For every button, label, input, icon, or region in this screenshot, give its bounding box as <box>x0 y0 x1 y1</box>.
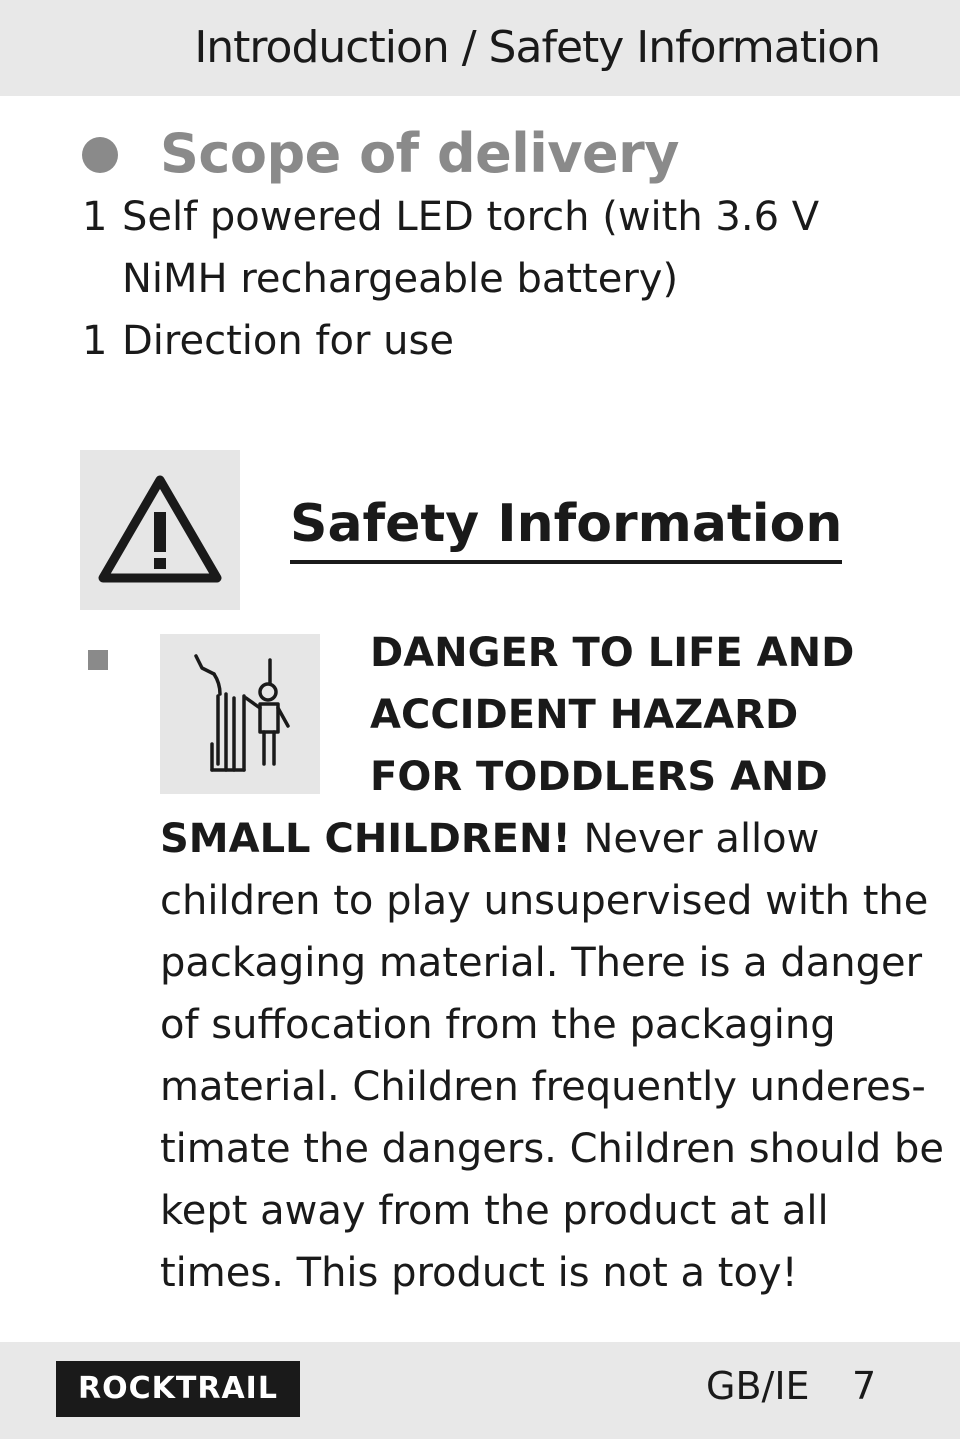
danger-title-line: DANGER TO LIFE AND <box>370 630 855 676</box>
warning-text-line: children to play unsupervised with the <box>160 878 929 924</box>
warning-text-line: of suffocation from the packaging <box>160 1002 836 1048</box>
warning-line <box>160 816 819 862</box>
child-hazard-icon <box>160 634 320 794</box>
scope-heading: Scope of delivery <box>160 122 679 185</box>
warning-text-line: times. This product is not a toy! <box>160 1250 798 1296</box>
brand-logo: ROCKTRAIL <box>56 1361 300 1417</box>
warning-text-line: kept away from the product at all <box>160 1188 829 1234</box>
page-header-title: Introduction / Safety Information <box>194 22 880 73</box>
page-number: 7 <box>852 1364 877 1408</box>
delivery-qty: 1 <box>82 194 108 240</box>
delivery-item-1-cont <box>82 256 678 302</box>
warning-icon-box <box>80 450 240 610</box>
delivery-text-cont: NiMH rechargeable battery) <box>122 256 679 302</box>
delivery-item-2 <box>82 318 454 364</box>
list-bullet <box>88 650 108 670</box>
safety-heading: Safety Information <box>290 494 842 564</box>
section-bullet <box>82 137 118 173</box>
language-code: GB/IE <box>706 1364 810 1408</box>
delivery-text: Direction for use <box>122 318 454 364</box>
header-bar <box>0 0 960 96</box>
danger-title-line: ACCIDENT HAZARD <box>370 692 799 738</box>
warning-triangle-icon <box>80 450 240 610</box>
warning-text-line: material. Children frequently underes- <box>160 1064 926 1110</box>
warning-text-line: packaging material. There is a danger <box>160 940 923 986</box>
danger-title-end: SMALL CHILDREN! <box>160 816 571 862</box>
warning-text-start: Never allow <box>583 816 820 862</box>
warning-text-line: timate the dangers. Children should be <box>160 1126 944 1172</box>
delivery-text: Self powered LED torch (with 3.6 V <box>122 194 820 240</box>
danger-title-line: FOR TODDLERS AND <box>370 754 828 800</box>
delivery-qty: 1 <box>82 318 108 364</box>
delivery-item-1 <box>82 194 819 240</box>
child-hazard-icon-box <box>160 634 320 794</box>
